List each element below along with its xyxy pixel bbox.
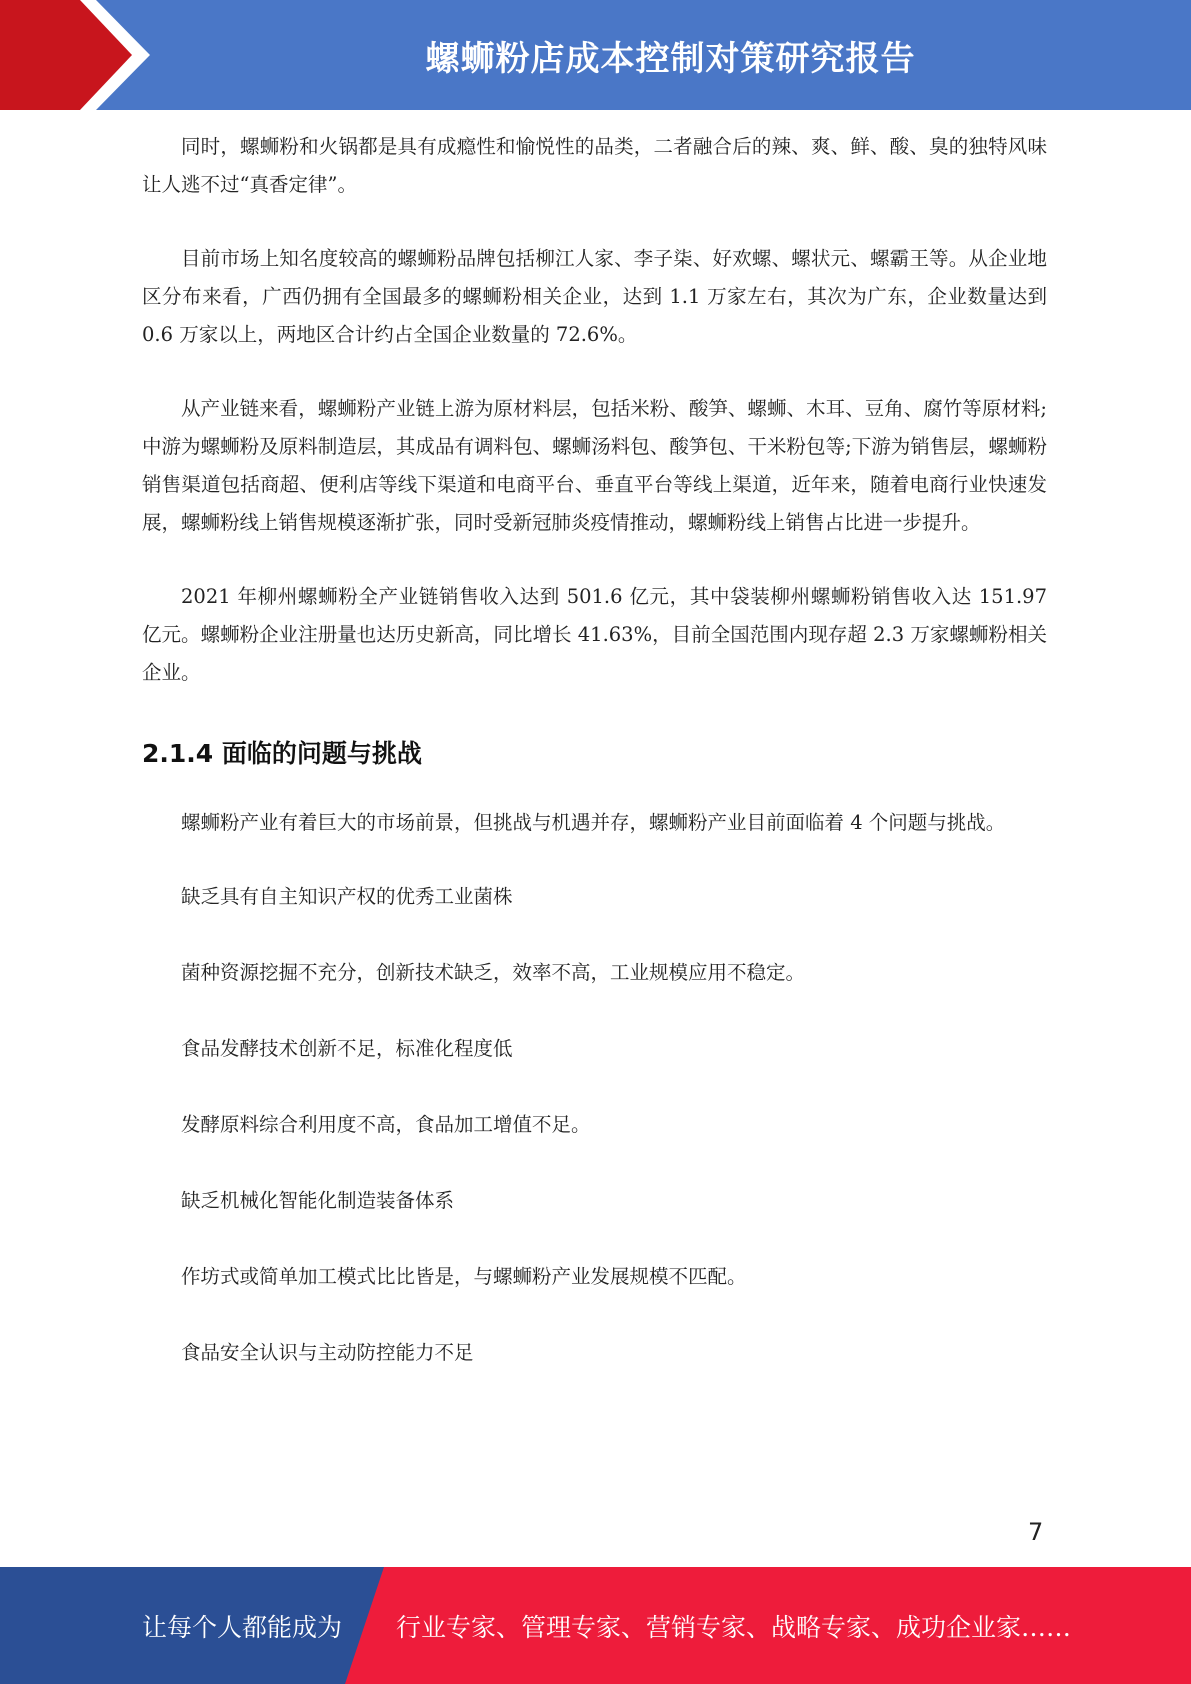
footer-slogan-right: 行业专家、管理专家、营销专家、战略专家、成功企业家…… (396, 1612, 1072, 1642)
document-body (142, 128, 1047, 1410)
page-number: 7 (1028, 1518, 1044, 1546)
footer-slogan-left: 让每个人都能成为 (142, 1612, 343, 1642)
page-header (0, 0, 1191, 110)
list-item: 缺乏具有自主知识产权的优秀工业菌株 (181, 885, 513, 908)
section-intro: 螺蛳粉产业有着巨大的市场前景，但挑战与机遇并存，螺蛳粉产业目前面临着 4 个问题与挑战。 (181, 811, 1006, 834)
list-item: 缺乏机械化智能化制造装备体系 (181, 1189, 455, 1212)
paragraph: 目前市场上知名度较高的螺蛳粉品牌包括柳江人家、李子柒、好欢螺、螺状元、螺霸王等。从企业地区分布来看，广西仍拥有全国最多的螺蛳粉相关企业，达到 1.1 万家左右，其次为广东，企业数量达到 0.6 万家以上，两地区合计约占全国企业数量的 72.6%。 (142, 247, 1047, 346)
page-footer (0, 1567, 1191, 1684)
list-item: 食品发酵技术创新不足，标准化程度低 (181, 1037, 513, 1060)
section-heading: 2.1.4 面临的问题与挑战 (142, 739, 422, 768)
paragraph: 2021 年柳州螺蛳粉全产业链销售收入达到 501.6 亿元，其中袋装柳州螺蛳粉销售收入达 151.97 亿元。螺蛳粉企业注册量也达历史新高，同比增长 41.63%，目前全国范围内现存超 2.3 万家螺蛳粉相关企业。 (142, 585, 1047, 684)
list-item: 菌种资源挖掘不充分，创新技术缺乏，效率不高，工业规模应用不稳定。 (181, 961, 806, 984)
list-item: 作坊式或简单加工模式比比皆是，与螺蛳粉产业发展规模不匹配。 (181, 1265, 747, 1288)
page-title: 螺蛳粉店成本控制对策研究报告 (425, 38, 916, 79)
paragraph: 从产业链来看，螺蛳粉产业链上游为原材料层，包括米粉、酸笋、螺蛳、木耳、豆角、腐竹等原材料;中游为螺蛳粉及原料制造层，其成品有调料包、螺蛳汤料包、酸笋包、干米粉包等;下游为销售层，螺蛳粉销售渠道包括商超、便利店等线下渠道和电商平台、垂直平台等线上渠道，近年来，随着电商行业快速发展，螺蛳粉线上销售规模逐渐扩张，同时受新冠肺炎疫情推动，螺蛳粉线上销售占比进一步提升。 (142, 397, 1047, 534)
paragraph: 同时，螺蛳粉和火锅都是具有成瘾性和愉悦性的品类，二者融合后的辣、爽、鲜、酸、臭的独特风味让人逃不过“真香定律”。 (142, 135, 1047, 196)
list-item: 食品安全认识与主动防控能力不足 (181, 1341, 474, 1364)
list-item: 发酵原料综合利用度不高，食品加工增值不足。 (181, 1113, 591, 1136)
